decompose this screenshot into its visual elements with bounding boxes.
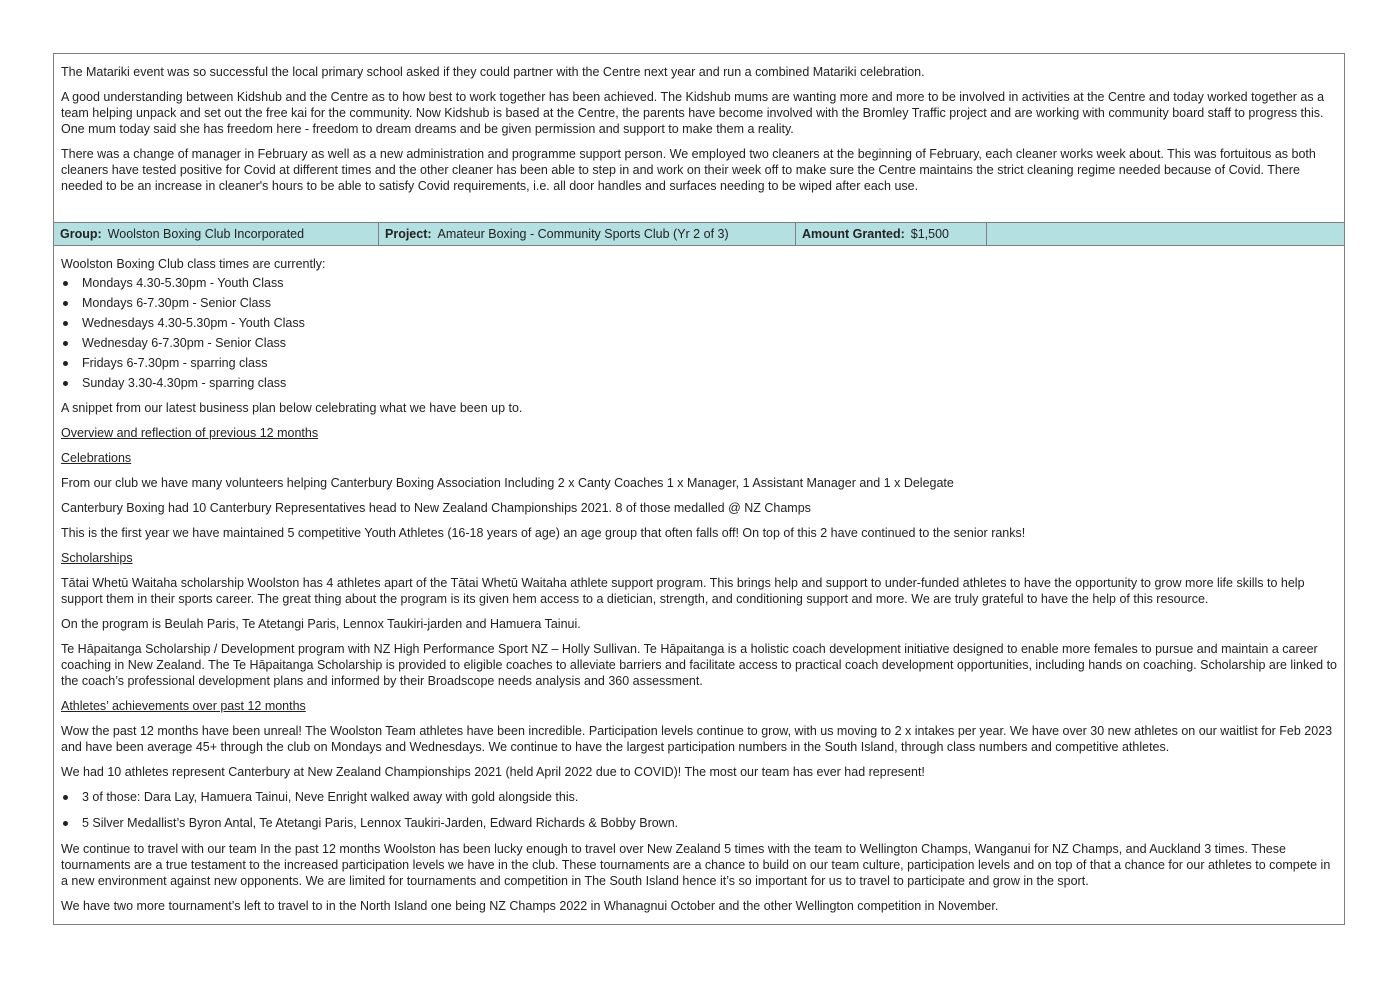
paragraph: There was a change of manager in February as well as a new administration and programme support person. We employed two cleaners at the beginning of February, each cleaner works week about. This was fortuitous as both cleaners have tested positive for Covid at different times and the other cleaner has been able to step in and work on their week off to make sure the Centre maintains the strict cleaning regime needed because of Covid. There needed to be an increase in cleaner's hours to be able to satisfy Covid requirements, i.e. all door handles and surfaces needing to be wiped after each use. [61,147,1316,193]
snippet-intro: A snippet from our latest business plan below celebrating what we have been up to. [61,401,523,415]
paragraph: Wow the past 12 months have been unreal! The Woolston Team athletes have been incredible. Participation levels continue to grow, with us moving to 2 x intakes per year. We have over 30 new athletes on our waitlist for Feb 2023 and have been average 45+ through the club on Mondays and Wednesdays. We continue to have the largest participation numbers in the South Island, through class numbers and competitive athletes. [61,724,1333,754]
group-label: Group: [60,227,102,241]
paragraph: We have two more tournament’s left to travel to in the North Island one being NZ Champs 2022 in Whanagnui October and the other Wellington competition in November. [61,899,999,913]
list-item: 5 Silver Medallist’s Byron Antal, Te Atetangi Paris, Lennox Taukiri-Jarden, Edward Richards & Bobby Brown. [61,815,1337,831]
paragraph: The Matariki event was so successful the local primary school asked if they could partner with the Centre next year and run a combined Matariki celebration. [61,65,925,79]
project-value: Amateur Boxing - Community Sports Club (Yr 2 of 3) [437,227,729,241]
list-item: Mondays 4.30-5.30pm - Youth Class [61,275,1337,291]
paragraph: We had 10 athletes represent Canterbury at New Zealand Championships 2021 (held April 2022 due to COVID)! The most our team has ever had represent! [61,765,925,779]
paragraph: We continue to travel with our team In the past 12 months Woolston has been lucky enough to travel over New Zealand 5 times with the team to Wellington Champs, Wanganui for NZ Champs, and Auckland 3 times. These tournaments are a true testament to the increased participation levels we have in the club. These tournaments are a chance to build on our team culture, participation levels and on top of that a chance for our athletes to compete in a new environment against new opponents. We are limited for tournaments and competition in The South Island hence it’s so important for us to travel to participate and grow in the sport. [61,842,1331,888]
project-label: Project: [385,227,432,241]
celebrations-heading: Celebrations [61,451,132,465]
document-table [53,53,1345,925]
list-item: Sunday 3.30-4.30pm - sparring class [61,375,1337,391]
paragraph: From our club we have many volunteers helping Canterbury Boxing Association Including 2 x Canty Coaches 1 x Manager, 1 Assistant Manager and 1 x Delegate [61,476,954,490]
boxing-club-section [54,246,1344,914]
project-cell [379,223,796,245]
class-times-list [61,275,1337,391]
class-times-intro: Woolston Boxing Club class times are currently: [61,257,326,271]
amount-cell [796,223,987,245]
matariki-section [54,54,1344,222]
overview-heading: Overview and reflection of previous 12 months [61,426,319,440]
grant-header-row [54,222,1344,246]
group-value: Woolston Boxing Club Incorporated [107,227,305,241]
list-item: 3 of those: Dara Lay, Hamuera Tainui, Neve Enright walked away with gold alongside this. [61,789,1337,805]
list-item: Wednesday 6-7.30pm - Senior Class [61,335,1337,351]
paragraph: A good understanding between Kidshub and the Centre as to how best to work together has been achieved. The Kidshub mums are wanting more and more to be involved in activities at the Centre and today worked together as a team helping unpack and set out the free kai for the community. Now Kidshub is based at the Centre, the parents have become involved with the Bromley Traffic project and are working with community board staff to progress this. One mum today said she has freedom here - freedom to dream dreams and be given permission and support to make them a reality. [61,90,1325,136]
scholarships-heading: Scholarships [61,551,133,565]
amount-label: Amount Granted: [802,227,905,241]
empty-cell [987,223,1344,245]
list-item: Mondays 6-7.30pm - Senior Class [61,295,1337,311]
paragraph: Tātai Whetū Waitaha scholarship Woolston has 4 athletes apart of the Tātai Whetū Waitaha athlete support program. This brings help and support to under-funded athletes to have the opportunity to grow more life skills to help support them in their sports career. The great thing about the program is its given hem access to a dietician, strength, and conditioning support and more. We are truly grateful to have the help of this resource. [61,576,1305,606]
group-cell [54,223,379,245]
paragraph: This is the first year we have maintained 5 competitive Youth Athletes (16-18 years of age) an age group that often falls off! On top of this 2 have continued to the senior ranks! [61,526,1026,540]
list-item: Wednesdays 4.30-5.30pm - Youth Class [61,315,1337,331]
medals-list [61,789,1337,831]
list-item: Fridays 6-7.30pm - sparring class [61,355,1337,371]
paragraph: Canterbury Boxing had 10 Canterbury Representatives head to New Zealand Championships 2021. 8 of those medalled @ NZ Champs [61,501,811,515]
achievements-heading: Athletes’ achievements over past 12 months [61,699,306,713]
amount-value: $1,500 [910,227,950,241]
paragraph: Te Hāpaitanga Scholarship / Development program with NZ High Performance Sport NZ – Holly Sullivan. Te Hāpaitanga is a holistic coach development initiative designed to enable more females to pursue and maintain a career coaching in New Zealand. The Te Hāpaitanga Scholarship is provided to eligible coaches to alleviate barriers and facilitate access to practical coach development opportunities, including hands on coaching. Scholarship are linked to the coach’s professional development plans and informed by their Broadscope needs analysis and 360 assessment. [61,642,1337,688]
paragraph: On the program is Beulah Paris, Te Atetangi Paris, Lennox Taukiri-jarden and Hamuera Tainui. [61,617,581,631]
